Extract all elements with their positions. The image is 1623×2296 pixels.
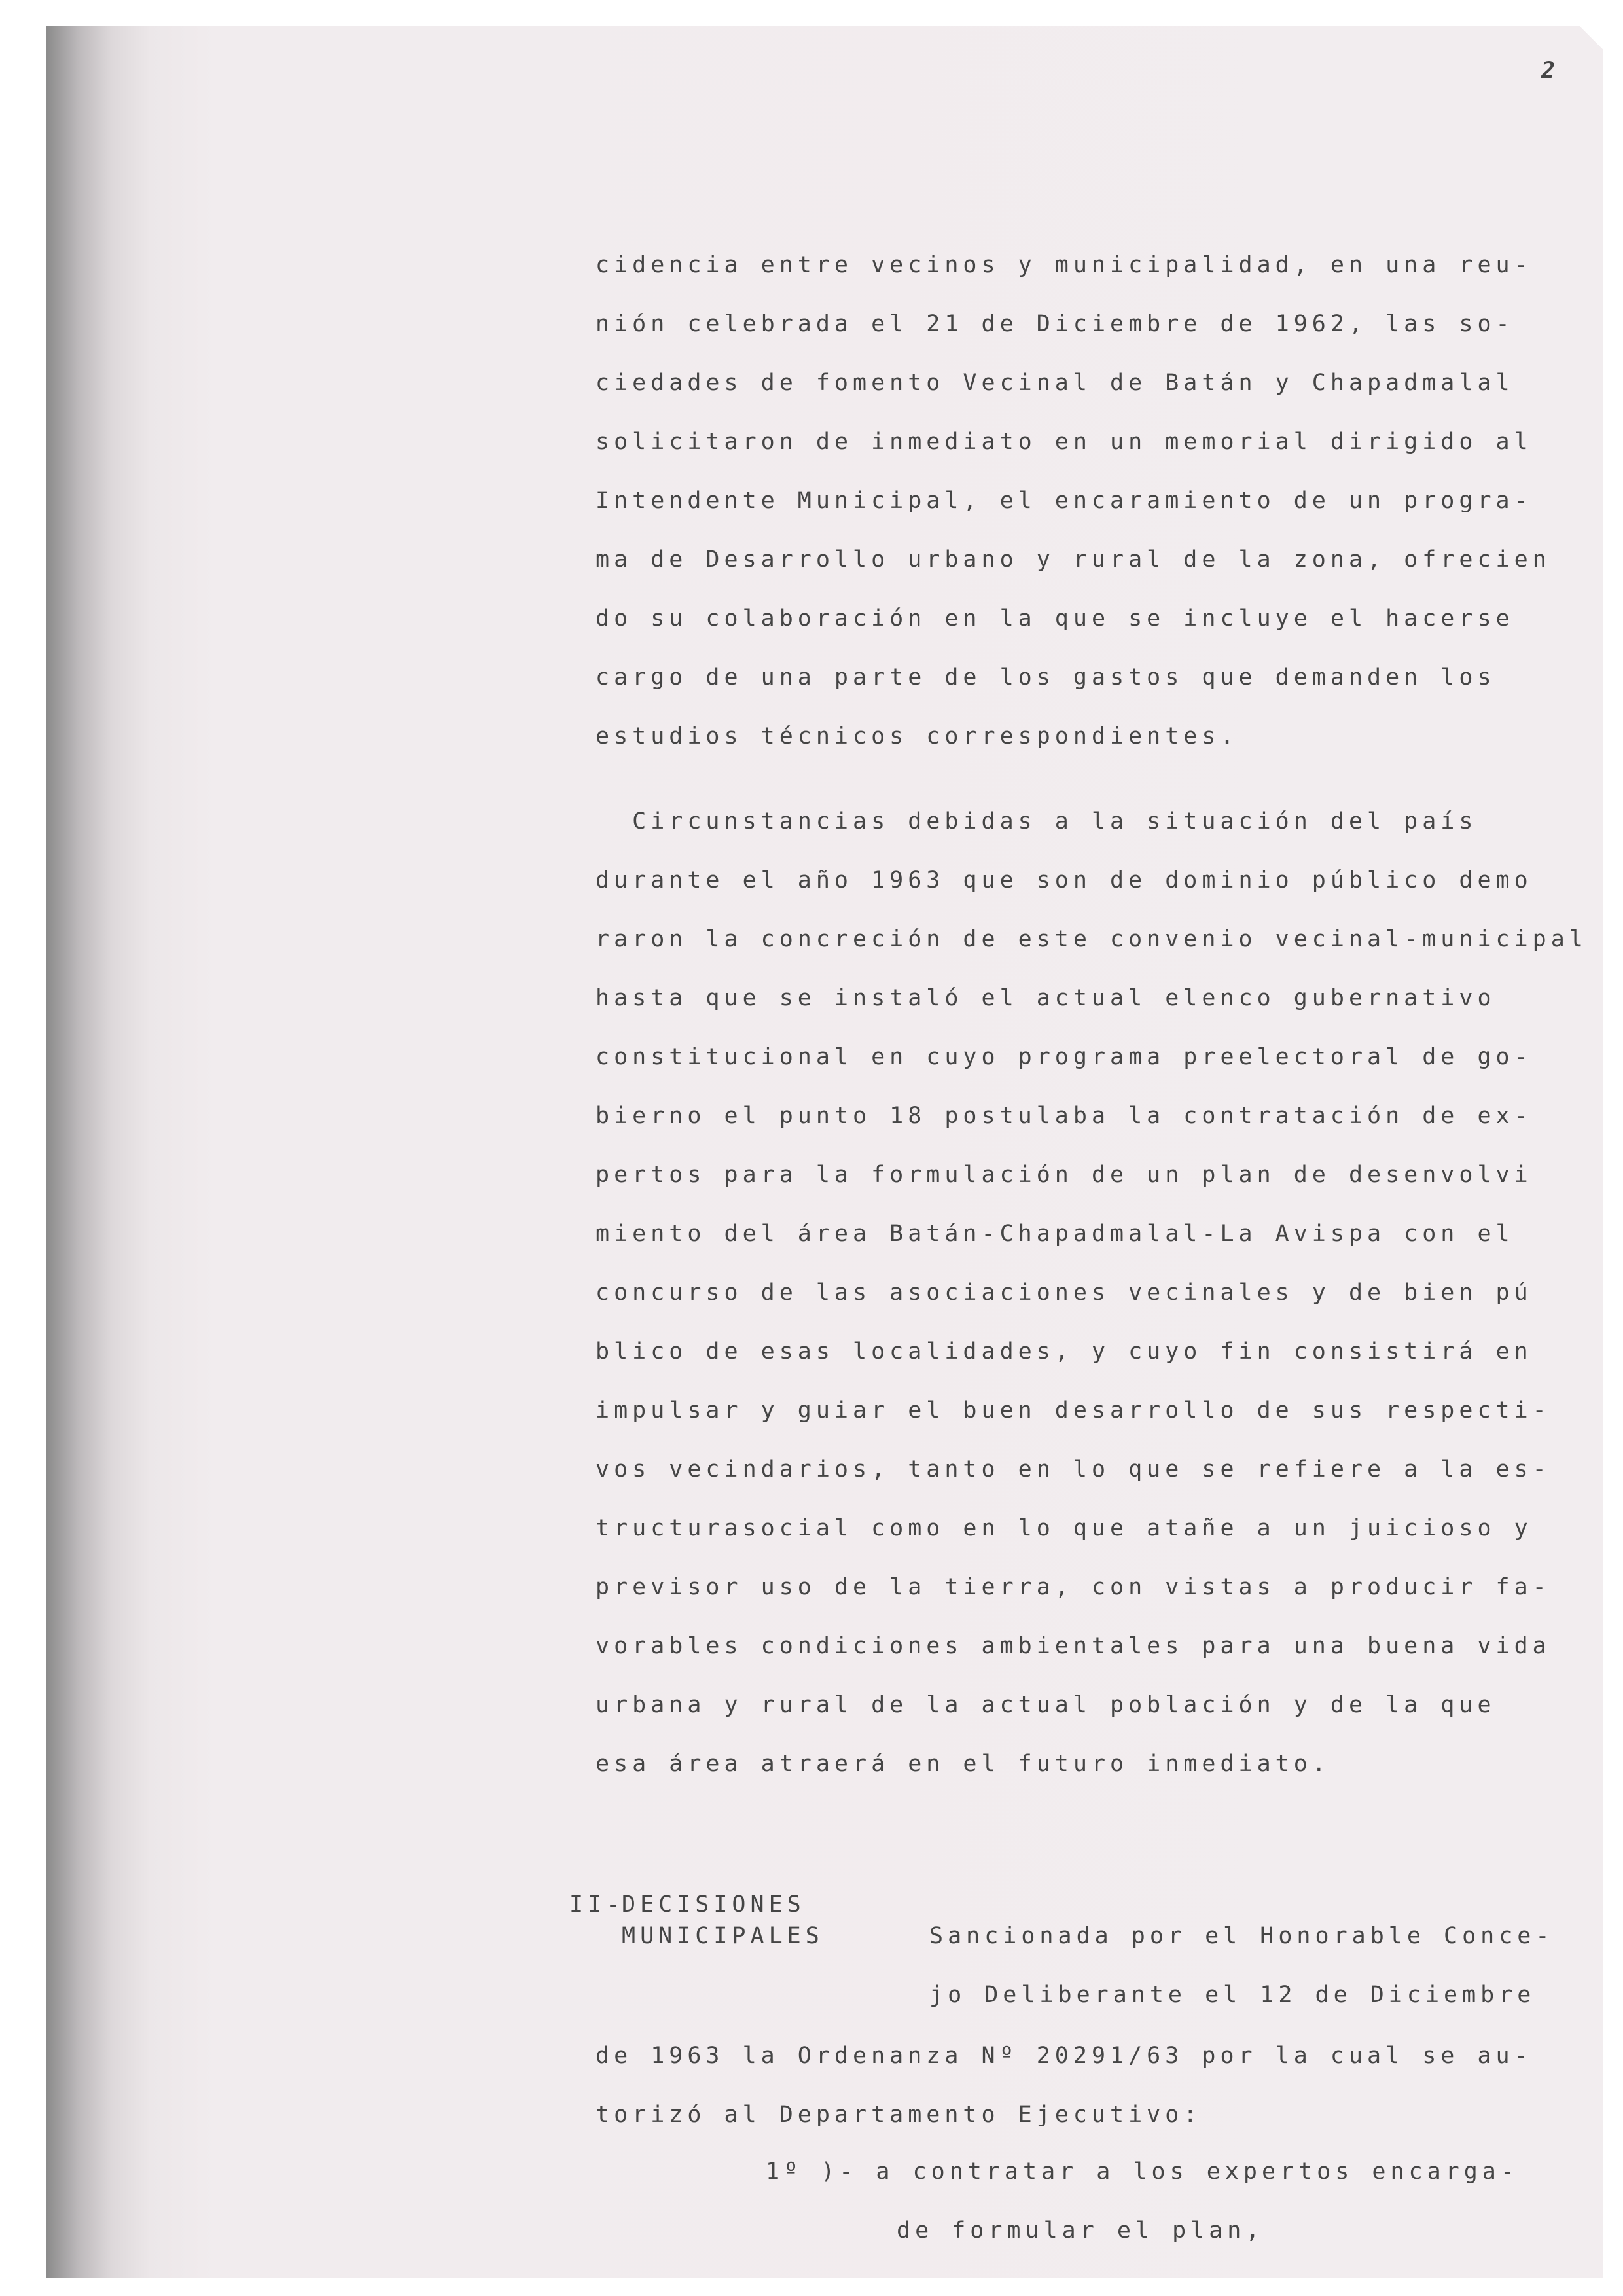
paragraph-2-line: hasta que se instaló el actual elenco gubernativo bbox=[596, 985, 1496, 1011]
paragraph-1-line: ma de Desarrollo urbano y rural de la zona, ofrecien bbox=[596, 547, 1551, 573]
paragraph-2-line: raron la concreción de este convenio vecinal-municipal bbox=[596, 926, 1588, 952]
paragraph-2-line: Circunstancias debidas a la situación del país bbox=[596, 808, 1478, 834]
section-body-line: Sancionada por el Honorable Conce- bbox=[929, 1923, 1554, 1949]
paragraph-2-line: miento del área Batán-Chapadmalal-La Avispa con el bbox=[596, 1221, 1514, 1247]
paragraph-2-line: blico de esas localidades, y cuyo fin consistirá en bbox=[596, 1338, 1533, 1365]
paragraph-2-line: impulsar y guiar el buen desarrollo de sus respecti- bbox=[596, 1397, 1551, 1424]
paragraph-2-line: constitucional en cuyo programa preelectoral de go- bbox=[596, 1044, 1533, 1070]
paragraph-2-line: urbana y rural de la actual población y de la que bbox=[596, 1692, 1496, 1718]
paragraph-1-line: cidencia entre vecinos y municipalidad, en una reu- bbox=[596, 252, 1533, 278]
section-title-line: MUNICIPALES bbox=[622, 1923, 824, 1949]
paragraph-2-line: pertos para la formulación de un plan de desenvolvi bbox=[596, 1162, 1533, 1188]
paragraph-2-line: durante el año 1963 que son de dominio público demo bbox=[596, 867, 1533, 893]
section-title-line: DECISIONES bbox=[622, 1892, 806, 1918]
paragraph-1-line: ciedades de fomento Vecinal de Batán y Chapadmalal bbox=[596, 370, 1514, 396]
paragraph-2-line: concurso de las asociaciones vecinales y de bien pú bbox=[596, 1280, 1533, 1306]
paragraph-2-line: vos vecindarios, tanto en lo que se refiere a la es- bbox=[596, 1456, 1551, 1482]
section-body-line: torizó al Departamento Ejecutivo: bbox=[596, 2102, 1202, 2128]
paragraph-1-line: Intendente Municipal, el encaramiento de un progra- bbox=[596, 488, 1533, 514]
paragraph-1-line: cargo de una parte de los gastos que demanden los bbox=[596, 664, 1496, 691]
list-item-line: 1º )- a contratar a los expertos encarga- bbox=[766, 2159, 1519, 2185]
paragraph-2-line: bierno el punto 18 postulaba la contratación de ex- bbox=[596, 1103, 1533, 1129]
paragraph-1-line: solicitaron de inmediato en un memorial dirigido al bbox=[596, 429, 1533, 455]
list-item-line: de formular el plan, bbox=[897, 2217, 1264, 2244]
section-body-line: jo Deliberante el 12 de Diciembre bbox=[929, 1982, 1536, 2008]
paragraph-1-line: nión celebrada el 21 de Diciembre de 1962, las so- bbox=[596, 311, 1514, 337]
section-body-line: de 1963 la Ordenanza Nº 20291/63 por la cual se au- bbox=[596, 2043, 1533, 2069]
section-number: II- bbox=[569, 1892, 625, 1918]
paragraph-2-line: esa área atraerá en el futuro inmediato. bbox=[596, 1751, 1330, 1777]
paragraph-1-line: do su colaboración en la que se incluye el hacerse bbox=[596, 605, 1514, 632]
paragraph-2-line: vorables condiciones ambientales para una buena vida bbox=[596, 1633, 1551, 1659]
paragraph-2-line: previsor uso de la tierra, con vistas a producir fa- bbox=[596, 1574, 1551, 1600]
page-number: 2 bbox=[1541, 58, 1560, 84]
page-corner bbox=[1580, 26, 1603, 50]
paragraph-2-line: tructurasocial como en lo que atañe a un juicioso y bbox=[596, 1515, 1533, 1541]
scanned-page bbox=[46, 26, 1603, 2278]
paragraph-1-line: estudios técnicos correspondientes. bbox=[596, 723, 1239, 749]
